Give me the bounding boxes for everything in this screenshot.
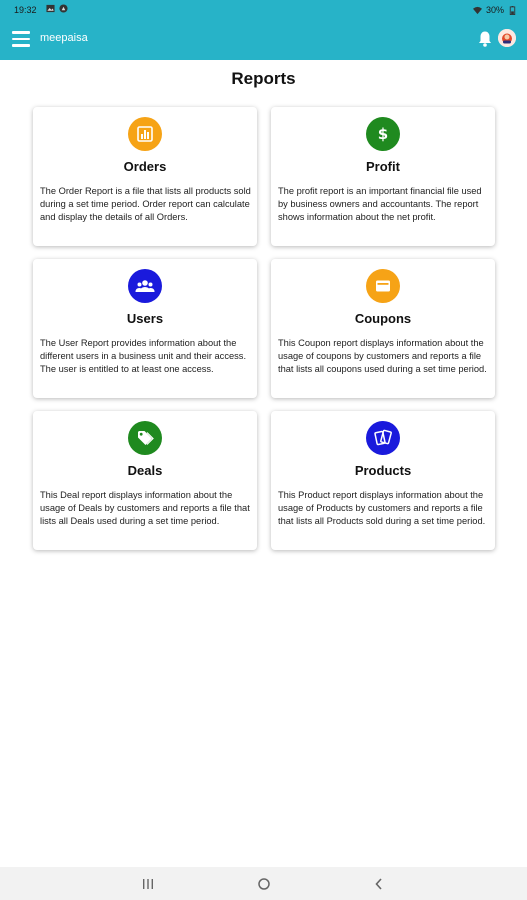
bell-icon[interactable] [477, 30, 493, 48]
cards-icon [373, 428, 393, 448]
card-description: The User Report provides information about the different users in a business unit and their access. The user is entitled to at least one access. [40, 338, 247, 374]
recent-apps-icon [141, 878, 155, 890]
card-title: Users [126, 311, 164, 326]
back-icon [373, 877, 385, 891]
bar-chart-icon [136, 125, 154, 143]
report-card-coupons[interactable] [271, 259, 495, 398]
home-button[interactable] [254, 875, 274, 893]
avatar-icon [498, 29, 516, 47]
battery-level: 30% [485, 5, 504, 15]
card-description: The profit report is an important financial file used by business owners and accountants. The report shows information about the net profit. [278, 186, 482, 222]
toolbar [0, 22, 527, 58]
report-card-deals[interactable] [33, 411, 257, 550]
menu-button[interactable] [12, 31, 30, 47]
app-title: meepaisa [40, 32, 88, 44]
report-card-users[interactable] [33, 259, 257, 398]
system-nav-bar [0, 867, 527, 900]
image-notification-icon [46, 4, 55, 13]
avatar[interactable] [498, 29, 516, 47]
dollar-icon [374, 125, 392, 143]
status-bar [0, 0, 527, 20]
tag-icon [136, 429, 154, 447]
battery-icon [508, 6, 517, 15]
app-notification-icon [59, 4, 68, 13]
card-description: The Order Report is a file that lists all products sold during a set time period. Order report can calculate and display the details of all Orders. [40, 186, 251, 222]
report-card-orders[interactable] [33, 107, 257, 246]
wifi-icon [473, 6, 482, 15]
page-title: Reports [231, 69, 296, 88]
report-card-products[interactable] [271, 411, 495, 550]
card-title: Deals [127, 463, 163, 478]
card-description: This Coupon report displays information about the usage of coupons by customers and reports a file that lists all coupons used during a set time period. [278, 338, 487, 374]
svg-text:$: $ [377, 125, 389, 143]
recent-apps-button[interactable] [138, 875, 158, 893]
card-title: Coupons [354, 311, 412, 326]
card-title: Orders [123, 159, 167, 174]
back-button[interactable] [369, 875, 389, 893]
card-title: Profit [366, 159, 400, 174]
app-bar [0, 0, 527, 60]
status-time: 19:32 [14, 5, 37, 15]
card-description: This Product report displays information about the usage of Products by customers and reports a file that lists all Products sold during a set time period. [278, 490, 486, 526]
group-icon [135, 277, 155, 295]
coupon-icon [374, 277, 392, 295]
card-title: Products [354, 463, 412, 478]
home-icon [257, 877, 271, 891]
report-card-profit[interactable] [271, 107, 495, 246]
card-description: This Deal report displays information about the usage of Deals by customers and reports a file that lists all Deals used during a set time period. [40, 490, 250, 526]
